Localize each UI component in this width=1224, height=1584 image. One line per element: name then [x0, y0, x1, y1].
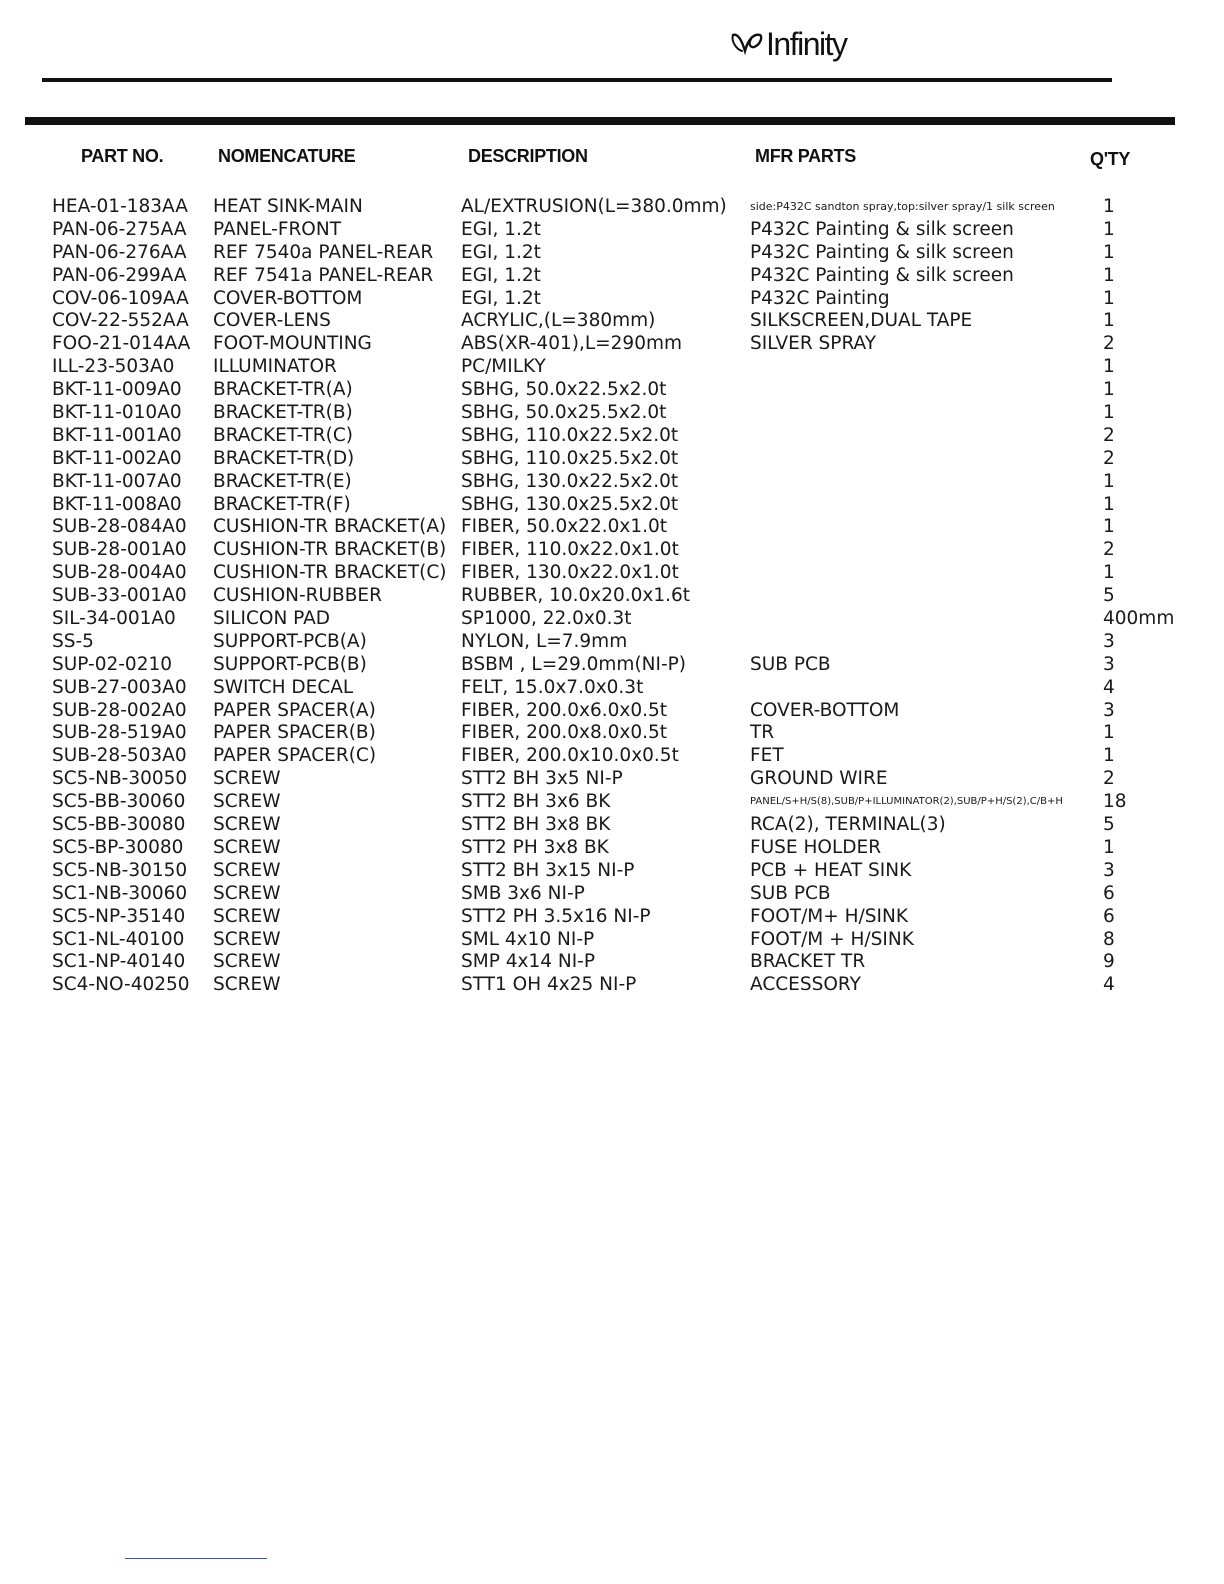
nomenclature: REF 7541a PANEL-REAR [213, 264, 434, 286]
table-row [0, 608, 1224, 631]
mfr-parts: PCB + HEAT SINK [750, 859, 912, 881]
nomenclature: SCREW [213, 791, 281, 813]
nomenclature: BRACKET-TR(C) [213, 424, 353, 446]
part-number: SC5-NB-30150 [52, 859, 188, 881]
table-row [0, 906, 1224, 929]
part-number: BKT-11-008A0 [52, 493, 182, 515]
description: EGI, 1.2t [461, 241, 541, 263]
quantity: 2 [1103, 333, 1115, 355]
description: STT2 PH 3.5x16 NI-P [461, 905, 651, 927]
quantity: 2 [1103, 424, 1115, 446]
description: FIBER, 200.0x8.0x0.5t [461, 722, 668, 744]
mfr-parts: SILKSCREEN,DUAL TAPE [750, 310, 973, 332]
description: STT2 BH 3x6 BK [461, 791, 611, 813]
table-row [0, 516, 1224, 539]
description: STT2 BH 3x8 BK [461, 814, 611, 836]
part-number: BKT-11-002A0 [52, 447, 182, 469]
part-number: SUB-28-084A0 [52, 516, 187, 538]
quantity: 3 [1103, 699, 1115, 721]
part-number: BKT-11-010A0 [52, 402, 182, 424]
part-number: COV-22-552AA [52, 310, 189, 332]
parts-list [0, 196, 1224, 997]
table-row [0, 539, 1224, 562]
description: BSBM , L=29.0mm(NI-P) [461, 653, 687, 675]
column-header-part-no: PART NO. [81, 146, 164, 166]
mfr-parts: SUB PCB [750, 882, 831, 904]
nomenclature: SCREW [213, 951, 281, 973]
part-number: BKT-11-009A0 [52, 379, 182, 401]
description: RUBBER, 10.0x20.0x1.6t [461, 585, 691, 607]
part-number: PAN-06-299AA [52, 264, 187, 286]
part-number: BKT-11-001A0 [52, 424, 182, 446]
table-row [0, 356, 1224, 379]
mfr-parts: ACCESSORY [750, 974, 861, 996]
mfr-parts: TR [750, 722, 775, 744]
part-number: SUB-33-001A0 [52, 585, 187, 607]
nomenclature: PAPER SPACER(A) [213, 699, 376, 721]
column-header-qty: Q'TY [1090, 149, 1131, 169]
nomenclature: SCREW [213, 768, 281, 790]
quantity: 2 [1103, 768, 1115, 790]
quantity: 1 [1103, 310, 1115, 332]
table-row [0, 814, 1224, 837]
quantity: 1 [1103, 402, 1115, 424]
description: EGI, 1.2t [461, 287, 541, 309]
mfr-parts: SUB PCB [750, 653, 831, 675]
table-row [0, 860, 1224, 883]
column-header-nomenclature: NOMENCATURE [218, 146, 356, 166]
quantity: 1 [1103, 356, 1115, 378]
quantity: 2 [1103, 447, 1115, 469]
description: FIBER, 200.0x6.0x0.5t [461, 699, 668, 721]
nomenclature: FOOT-MOUNTING [213, 333, 372, 355]
description: SBHG, 50.0x25.5x2.0t [461, 402, 667, 424]
description: STT2 BH 3x5 NI-P [461, 768, 623, 790]
quantity: 6 [1103, 905, 1115, 927]
quantity: 1 [1103, 493, 1115, 515]
quantity: 3 [1103, 630, 1115, 652]
quantity: 4 [1103, 676, 1115, 698]
mfr-parts: PANEL/S+H/S(8),SUB/P+ILLUMINATOR(2),SUB/P+H/S(2),C/B+H [750, 796, 1063, 808]
nomenclature: CUSHION-TR BRACKET(B) [213, 539, 447, 561]
infinity-logo-icon [730, 29, 764, 59]
table-row [0, 791, 1224, 814]
part-number: HEA-01-183AA [52, 196, 188, 217]
quantity: 5 [1103, 585, 1115, 607]
nomenclature: HEAT SINK-MAIN [213, 196, 363, 217]
quantity: 1 [1103, 218, 1115, 240]
nomenclature: REF 7540a PANEL-REAR [213, 241, 434, 263]
table-row [0, 425, 1224, 448]
table-row [0, 700, 1224, 723]
part-number: SC5-BP-30080 [52, 836, 184, 858]
table-row [0, 494, 1224, 517]
description: EGI, 1.2t [461, 264, 541, 286]
table-row [0, 333, 1224, 356]
part-number: SC5-NB-30050 [52, 768, 188, 790]
mfr-parts: P432C Painting & silk screen [750, 264, 1014, 286]
description: EGI, 1.2t [461, 218, 541, 240]
nomenclature: SCREW [213, 814, 281, 836]
nomenclature: BRACKET-TR(B) [213, 402, 353, 424]
description: SBHG, 110.0x22.5x2.0t [461, 424, 679, 446]
table-row [0, 585, 1224, 608]
quantity: 2 [1103, 539, 1115, 561]
part-number: SC1-NL-40100 [52, 928, 185, 950]
description: STT2 PH 3x8 BK [461, 836, 609, 858]
description: PC/MILKY [461, 356, 546, 378]
quantity: 9 [1103, 951, 1115, 973]
mfr-parts: BRACKET TR [750, 951, 866, 973]
table-row [0, 562, 1224, 585]
mfr-parts: P432C Painting & silk screen [750, 241, 1014, 263]
table-row [0, 265, 1224, 288]
description: SMB 3x6 NI-P [461, 882, 585, 904]
nomenclature: CUSHION-TR BRACKET(C) [213, 562, 447, 584]
part-number: SC1-NB-30060 [52, 882, 188, 904]
table-row [0, 677, 1224, 700]
description: STT2 BH 3x15 NI-P [461, 859, 635, 881]
table-row [0, 883, 1224, 906]
mfr-parts: P432C Painting & silk screen [750, 218, 1014, 240]
part-number: SUB-28-001A0 [52, 539, 187, 561]
nomenclature: BRACKET-TR(D) [213, 447, 355, 469]
header-rule-thin [42, 78, 1112, 82]
part-number: SS-5 [52, 630, 94, 652]
quantity: 3 [1103, 653, 1115, 675]
quantity: 3 [1103, 859, 1115, 881]
table-row [0, 471, 1224, 494]
column-header-description: DESCRIPTION [468, 146, 588, 166]
infinity-logo [730, 26, 846, 62]
table-row [0, 379, 1224, 402]
description: SP1000, 22.0x0.3t [461, 608, 632, 630]
mfr-parts: side:P432C sandton spray,top:silver spray/1 silk screen [750, 200, 1055, 213]
description: FIBER, 110.0x22.0x1.0t [461, 539, 679, 561]
description: STT1 OH 4x25 NI-P [461, 974, 637, 996]
nomenclature: SCREW [213, 882, 281, 904]
mfr-parts: COVER-BOTTOM [750, 699, 900, 721]
nomenclature: ILLUMINATOR [213, 356, 337, 378]
quantity: 18 [1103, 791, 1127, 813]
part-number: SUB-28-004A0 [52, 562, 187, 584]
quantity: 4 [1103, 974, 1115, 996]
table-row [0, 242, 1224, 265]
mfr-parts: P432C Painting [750, 287, 890, 309]
part-number: SIL-34-001A0 [52, 608, 176, 630]
nomenclature: BRACKET-TR(F) [213, 493, 351, 515]
quantity: 1 [1103, 836, 1115, 858]
nomenclature: SILICON PAD [213, 608, 331, 630]
quantity: 1 [1103, 379, 1115, 401]
description: NYLON, L=7.9mm [461, 630, 628, 652]
part-number: PAN-06-275AA [52, 218, 187, 240]
mfr-parts: FUSE HOLDER [750, 836, 882, 858]
nomenclature: SUPPORT-PCB(A) [213, 630, 367, 652]
description: AL/EXTRUSION(L=380.0mm) [461, 196, 727, 217]
mfr-parts: GROUND WIRE [750, 768, 888, 790]
nomenclature: SCREW [213, 905, 281, 927]
mfr-parts: FET [750, 745, 784, 767]
description: FIBER, 130.0x22.0x1.0t [461, 562, 679, 584]
table-row [0, 288, 1224, 311]
mfr-parts: FOOT/M + H/SINK [750, 928, 914, 950]
part-number: SUB-28-503A0 [52, 745, 187, 767]
quantity: 400mm [1103, 608, 1175, 630]
nomenclature: COVER-LENS [213, 310, 331, 332]
quantity: 1 [1103, 470, 1115, 492]
description: SBHG, 50.0x22.5x2.0t [461, 379, 667, 401]
column-header-mfr-parts: MFR PARTS [755, 146, 856, 166]
nomenclature: COVER-BOTTOM [213, 287, 363, 309]
logo-wordmark: Infinity [766, 26, 847, 62]
table-row [0, 310, 1224, 333]
table-row [0, 402, 1224, 425]
description: FIBER, 200.0x10.0x0.5t [461, 745, 679, 767]
quantity: 1 [1103, 241, 1115, 263]
table-row [0, 837, 1224, 860]
description: FELT, 15.0x7.0x0.3t [461, 676, 644, 698]
quantity: 6 [1103, 882, 1115, 904]
quantity: 1 [1103, 196, 1115, 217]
description: ABS(XR-401),L=290mm [461, 333, 683, 355]
quantity: 1 [1103, 562, 1115, 584]
part-number: COV-06-109AA [52, 287, 189, 309]
description: SML 4x10 NI-P [461, 928, 595, 950]
mfr-parts: SILVER SPRAY [750, 333, 877, 355]
description: SMP 4x14 NI-P [461, 951, 596, 973]
quantity: 1 [1103, 722, 1115, 744]
part-number: SC1-NP-40140 [52, 951, 186, 973]
part-number: FOO-21-014AA [52, 333, 191, 355]
quantity: 1 [1103, 745, 1115, 767]
table-row [0, 974, 1224, 997]
quantity: 1 [1103, 287, 1115, 309]
table-row [0, 768, 1224, 791]
nomenclature: SUPPORT-PCB(B) [213, 653, 367, 675]
part-number: SUP-02-0210 [52, 653, 173, 675]
table-row [0, 745, 1224, 768]
table-row [0, 219, 1224, 242]
nomenclature: SCREW [213, 836, 281, 858]
nomenclature: PAPER SPACER(C) [213, 745, 377, 767]
part-number: SC5-BB-30080 [52, 814, 186, 836]
header-rule-thick [25, 117, 1175, 125]
part-number: SC5-NP-35140 [52, 905, 186, 927]
part-number: PAN-06-276AA [52, 241, 187, 263]
description: FIBER, 50.0x22.0x1.0t [461, 516, 668, 538]
table-row [0, 951, 1224, 974]
part-number: ILL-23-503A0 [52, 356, 175, 378]
quantity: 8 [1103, 928, 1115, 950]
mfr-parts: RCA(2), TERMINAL(3) [750, 814, 946, 836]
nomenclature: BRACKET-TR(A) [213, 379, 353, 401]
footer-link-underline [125, 1558, 267, 1559]
quantity: 1 [1103, 516, 1115, 538]
description: SBHG, 130.0x25.5x2.0t [461, 493, 679, 515]
quantity: 1 [1103, 264, 1115, 286]
description: SBHG, 130.0x22.5x2.0t [461, 470, 679, 492]
nomenclature: SWITCH DECAL [213, 676, 354, 698]
part-number: BKT-11-007A0 [52, 470, 182, 492]
table-row [0, 631, 1224, 654]
nomenclature: CUSHION-TR BRACKET(A) [213, 516, 447, 538]
nomenclature: SCREW [213, 974, 281, 996]
description: SBHG, 110.0x25.5x2.0t [461, 447, 679, 469]
nomenclature: SCREW [213, 928, 281, 950]
nomenclature: PANEL-FRONT [213, 218, 342, 240]
description: ACRYLIC,(L=380mm) [461, 310, 656, 332]
part-number: SUB-28-519A0 [52, 722, 187, 744]
part-number: SUB-28-002A0 [52, 699, 187, 721]
part-number: SC5-BB-30060 [52, 791, 186, 813]
table-row [0, 448, 1224, 471]
mfr-parts: FOOT/M+ H/SINK [750, 905, 908, 927]
table-row [0, 196, 1224, 219]
table-row [0, 654, 1224, 677]
part-number: SUB-27-003A0 [52, 676, 187, 698]
nomenclature: CUSHION-RUBBER [213, 585, 382, 607]
nomenclature: BRACKET-TR(E) [213, 470, 352, 492]
table-row [0, 722, 1224, 745]
nomenclature: SCREW [213, 859, 281, 881]
part-number: SC4-NO-40250 [52, 974, 190, 996]
table-row [0, 929, 1224, 952]
quantity: 5 [1103, 814, 1115, 836]
nomenclature: PAPER SPACER(B) [213, 722, 376, 744]
